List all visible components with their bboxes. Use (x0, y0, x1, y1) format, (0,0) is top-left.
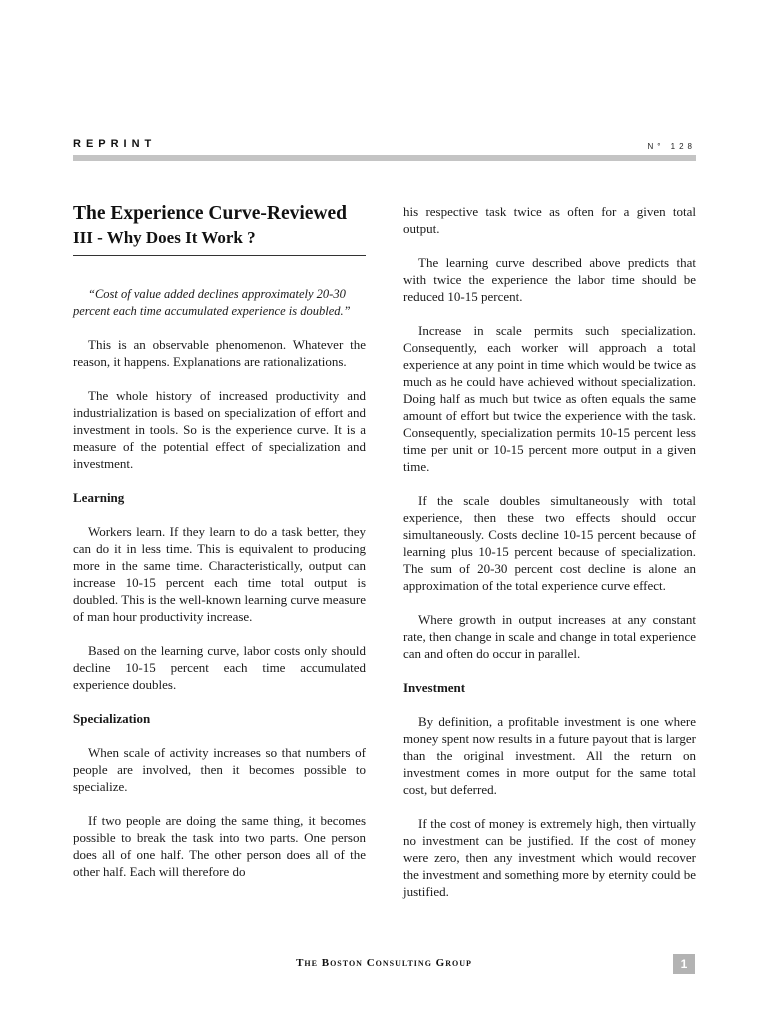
publisher-name: The Boston Consulting Group (296, 957, 472, 969)
paragraph: his respective task twice as often for a given total output. (403, 204, 696, 236)
reprint-number: N° 128 (647, 142, 696, 151)
right-column (403, 203, 696, 917)
left-column (73, 200, 366, 897)
header-divider (73, 155, 696, 161)
paragraph: Workers learn. If they learn to do a task better, they can do it in less time. This is equivalent to producing more in the same time. Characteristically, output can increase 10-15 percent each time total output is doubled. This is the well-known learning curve measure of man hour productivity increase. (73, 524, 366, 624)
paragraph: When scale of activity increases so that numbers of people are involved, then it becomes possible to specialize. (73, 745, 366, 794)
paragraph: This is an observable phenomenon. Whatever the reason, it happens. Explanations are rationalizations. (73, 337, 366, 369)
section-heading-specialization: Specialization (73, 711, 151, 726)
page-number: 1 (673, 954, 695, 974)
reprint-label: REPRINT (73, 138, 157, 150)
paragraph: Where growth in output increases at any constant rate, then change in scale and change in total experience can and often do occur in parallel. (403, 612, 696, 661)
section-heading-investment: Investment (403, 680, 466, 695)
section-heading-learning: Learning (73, 490, 125, 505)
paragraph: If the scale doubles simultaneously with total experience, then these two effects should occur simultaneously. Costs decline 10-15 percent because of learning plus 10-15 percent because of specialization. The sum of 20-30 percent cost decline is alone an approximation of the total experience curve effect. (403, 493, 696, 593)
article-title: The Experience Curve-Reviewed (73, 203, 348, 224)
paragraph: Increase in scale permits such specialization. Consequently, each worker will approach a total experience at any point in time which would be twice as much as he could have achieved without specialization. Doing half as much but twice as often equals the same amount of effort but twice the experience with the task. Consequently, specialization permits 10-15 percent less time per unit or 10-15 percent more output in a given time. (403, 323, 696, 474)
article-subtitle: III - Why Does It Work ? (73, 228, 256, 247)
paragraph: If the cost of money is extremely high, then virtually no investment can be justified. If the cost of money were zero, then any investment which would recover the investment and something more by eternity could be justified. (403, 816, 696, 899)
paragraph: Based on the learning curve, labor costs only should decline 10-15 percent each time accumulated experience doubles. (73, 643, 366, 692)
paragraph: By definition, a profitable investment is one where money spent now results in a future payout that is larger than the original investment. All the return on investment comes in more output for the same total cost, but deferred. (403, 714, 696, 797)
pull-quote: “Cost of value added declines approximately 20-30 percent each time accumulated experience is doubled.” (73, 287, 351, 318)
paragraph: If two people are doing the same thing, it becomes possible to break the task into two parts. One person does all of one half. The other person does all of the other half. Each will therefore do (73, 813, 366, 879)
paragraph: The whole history of increased productivity and industrialization is based on specialization of effort and investment in tools. So is the experience curve. It is a measure of the potential effect of specialization and investment. (73, 388, 366, 471)
paragraph: The learning curve described above predicts that with twice the experience the labor time should be reduced 10-15 percent. (403, 255, 696, 304)
title-divider (73, 255, 366, 256)
